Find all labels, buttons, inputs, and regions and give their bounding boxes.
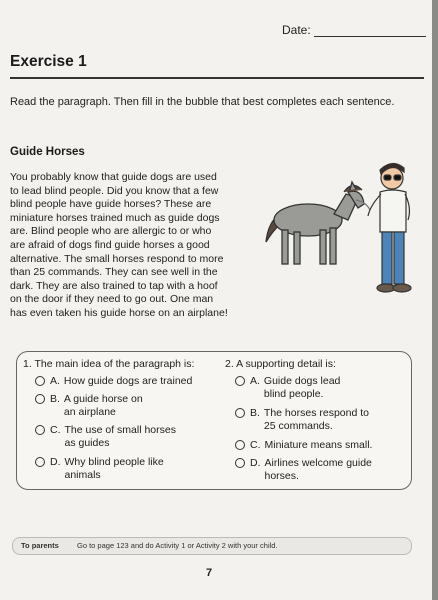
questions-box <box>16 351 412 490</box>
horse-icon <box>266 182 370 264</box>
exercise-instruction: Read the paragraph. Then fill in the bubble that best completes each sentence. <box>10 96 395 108</box>
parents-label: To parents <box>21 541 59 550</box>
story-line: to lead blind people. Did you know that a few <box>10 184 219 197</box>
blind-man-icon <box>368 163 411 292</box>
parents-text: Go to page 123 and do Activity 1 or Activity 2 with your child. <box>77 541 278 550</box>
parents-note <box>12 537 412 555</box>
story-line: blind people have guide horses? These are <box>10 198 212 211</box>
q1-option-b[interactable]: B. A guide horse on an airplane <box>35 393 143 419</box>
answer-bubble[interactable] <box>35 425 45 435</box>
q2-option-b[interactable]: B. The horses respond to 25 commands. <box>235 407 369 433</box>
page-number: 7 <box>206 567 213 579</box>
question-1-stem: 1. The main idea of the paragraph is: <box>23 358 195 370</box>
answer-bubble[interactable] <box>35 394 45 404</box>
story-line: are afraid of dogs find guide horses a good <box>10 239 210 251</box>
date-field-line <box>314 36 426 37</box>
answer-bubble[interactable] <box>235 458 245 468</box>
man-with-guide-horse-illustration <box>258 158 428 308</box>
q2-option-a[interactable]: A. Guide dogs lead blind people. <box>235 375 340 401</box>
answer-bubble[interactable] <box>235 376 245 386</box>
story-line: are. Blind people who are allergic to or who <box>10 225 212 238</box>
answer-bubble[interactable] <box>35 376 45 386</box>
title-divider <box>10 77 424 79</box>
date-label: Date: <box>282 23 311 37</box>
q1-option-a[interactable]: A. How guide dogs are trained <box>35 375 192 388</box>
q2-option-c[interactable]: C. Miniature means small. <box>235 439 372 452</box>
book-gutter <box>432 0 438 600</box>
q2-option-d[interactable]: D. Airlines welcome guide horses. <box>235 457 372 483</box>
exercise-title: Exercise 1 <box>10 53 87 70</box>
story-line: dark. They are also trained to tap with a hoof <box>10 279 218 292</box>
story-line: than 25 commands. They can see well in the <box>10 266 218 279</box>
q1-option-d[interactable]: D. Why blind people like animals <box>35 456 164 482</box>
story-title: Guide Horses <box>10 146 85 158</box>
story-line: alternative. The small horses respond to more <box>10 252 224 265</box>
question-2-stem: 2. A supporting detail is: <box>225 358 336 370</box>
answer-bubble[interactable] <box>235 408 245 418</box>
story-line: on the door if they need to go out. One man <box>10 293 214 306</box>
answer-bubble[interactable] <box>35 457 45 467</box>
story-line: has even taken his guide horse on an airplane! <box>10 307 228 319</box>
story-line: You probably know that guide dogs are used <box>10 171 217 183</box>
q1-option-c[interactable]: C. The use of small horses as guides <box>35 424 176 450</box>
answer-bubble[interactable] <box>235 440 245 450</box>
story-line: miniature horses trained much as guide dogs <box>10 211 220 224</box>
